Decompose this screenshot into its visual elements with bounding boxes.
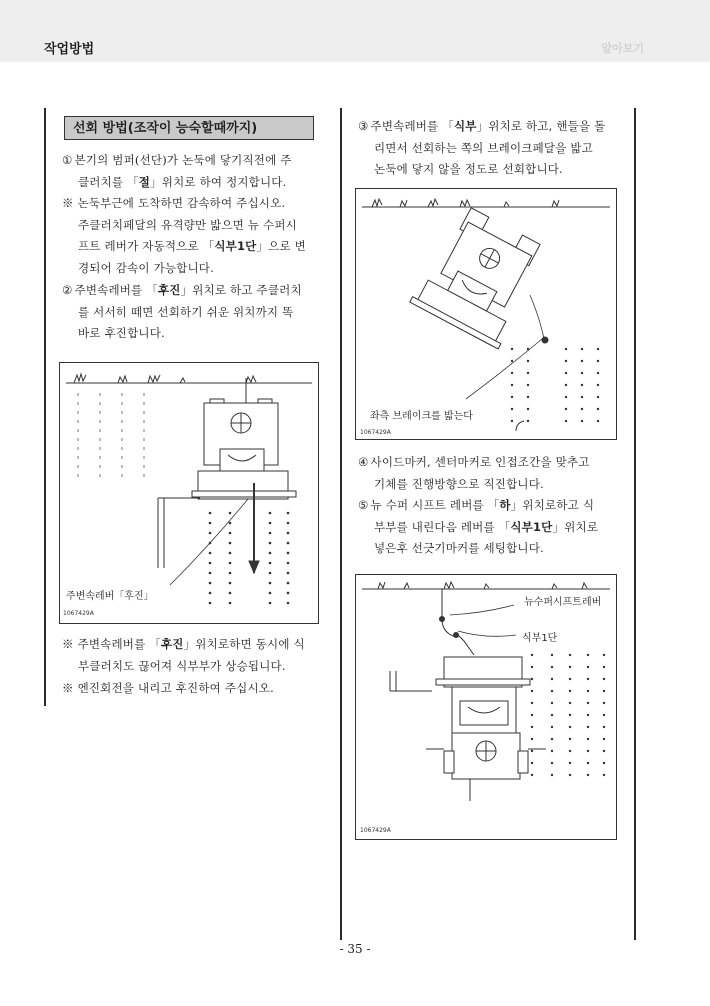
header-ghost-text: 알아보기 [601, 42, 644, 55]
note-mark: ※ [62, 681, 74, 695]
step-5 [358, 495, 628, 560]
figure-code: 1067429A [360, 827, 391, 834]
note-1 [62, 193, 332, 279]
emphasis: 식부 [453, 119, 477, 133]
page-number: - 35 - [339, 942, 371, 956]
text-line: 리면서 선회하는 쪽의 브레이크페달을 밟고 [374, 140, 593, 155]
text-line: 넣은후 선긋기마커를 세팅합니다. [374, 541, 544, 555]
text-line: 를 서서히 떼면 선회하기 쉬운 위치까지 똑 [78, 304, 294, 319]
text-line: 주변속레버를 「 [370, 119, 454, 133]
text-line: 」위치로 [552, 519, 599, 534]
step-number: ① [62, 153, 73, 167]
text-line: 주변속레버를 「 [74, 283, 158, 297]
emphasis: 식부1단 [214, 239, 257, 253]
text-line: 뉴 수퍼 시프트 레버를 「 [370, 498, 500, 512]
text-line: 엔진회전을 내리고 후진하여 주십시오. [77, 681, 274, 695]
step-4 [358, 452, 628, 495]
note-mark: ※ [62, 637, 74, 651]
emphasis: 후진 [160, 637, 184, 651]
column-rule-right [634, 108, 636, 940]
tractor-reverse-illustration [60, 363, 318, 623]
text-line: 주클러치페달의 유격량만 밟으면 뉴 수퍼시 [78, 217, 297, 232]
step-2 [62, 280, 332, 345]
column-divider [340, 108, 342, 940]
figure-code: 1067429A [360, 429, 391, 436]
step-3 [358, 116, 628, 181]
figure-turn [355, 188, 617, 440]
text-line: 주변속레버를 「 [77, 637, 161, 651]
text-line: 」위치로 하고, 핸들을 돌 [476, 119, 606, 133]
step-number: ⑤ [358, 498, 369, 512]
figure-reverse [59, 362, 319, 624]
step-number: ② [62, 283, 73, 297]
text-line: 클러치를 「 [78, 174, 139, 189]
emphasis: 식부1단 [510, 519, 553, 534]
step-1 [62, 150, 332, 193]
step-number: ④ [358, 455, 369, 469]
figure-label: 좌측 브레이크를 밟는다 [368, 407, 475, 422]
text-line: 부클러치도 끊어져 식부부가 상승됩니다. [78, 658, 286, 673]
figure-label: 주변속레버「후진」 [64, 587, 156, 602]
text-line: 」위치로 하여 정지합니다. [150, 174, 287, 189]
text-line: 」위치로하고 식 [510, 498, 595, 512]
emphasis: 하 [499, 498, 511, 512]
emphasis: 절 [138, 174, 151, 189]
text-line: 사이드마커, 센터마커로 인접조간을 맞추고 [370, 455, 590, 469]
text-line: 프트 레버가 자동적으로 「 [78, 239, 215, 253]
text-line: 」위치로하면 동시에 식 [183, 637, 305, 651]
text-line: 부부를 내린다음 레버를 「 [374, 519, 511, 534]
note-mark: ※ [62, 196, 74, 210]
note-2 [62, 634, 332, 677]
text-line: 논둑에 닿지 않을 정도로 선회합니다. [374, 162, 563, 176]
text-line: 경되어 감속이 가능합니다. [78, 260, 214, 275]
text-line: 」으로 변 [256, 239, 306, 253]
figure-label-stage: 식부1단 [520, 629, 559, 644]
note-3 [62, 678, 332, 700]
text-line: 기체를 진행방향으로 직진합니다. [374, 476, 544, 491]
column-rule-left [44, 108, 46, 706]
tractor-turn-illustration [356, 189, 616, 439]
text-line: 본기의 범퍼(선단)가 논둑에 닿기직전에 주 [74, 153, 292, 167]
text-line: 바로 후진합니다. [78, 326, 165, 340]
chapter-title: 작업방법 [44, 42, 95, 57]
figure-code: 1067429A [63, 610, 94, 617]
figure-shift-lever [355, 574, 617, 840]
section-title: 선회 방법(조작이 능숙할때까지) [64, 116, 314, 140]
text-line: 논둑부근에 도착하면 감속하여 주십시오. [77, 196, 286, 210]
figure-label-lever: 뉴수퍼시프트레버 [522, 593, 603, 608]
text-line: 」위치로 하고 주클러치 [180, 283, 302, 297]
emphasis: 후진 [157, 283, 181, 297]
shift-lever-illustration [356, 575, 616, 839]
step-number: ③ [358, 119, 369, 133]
